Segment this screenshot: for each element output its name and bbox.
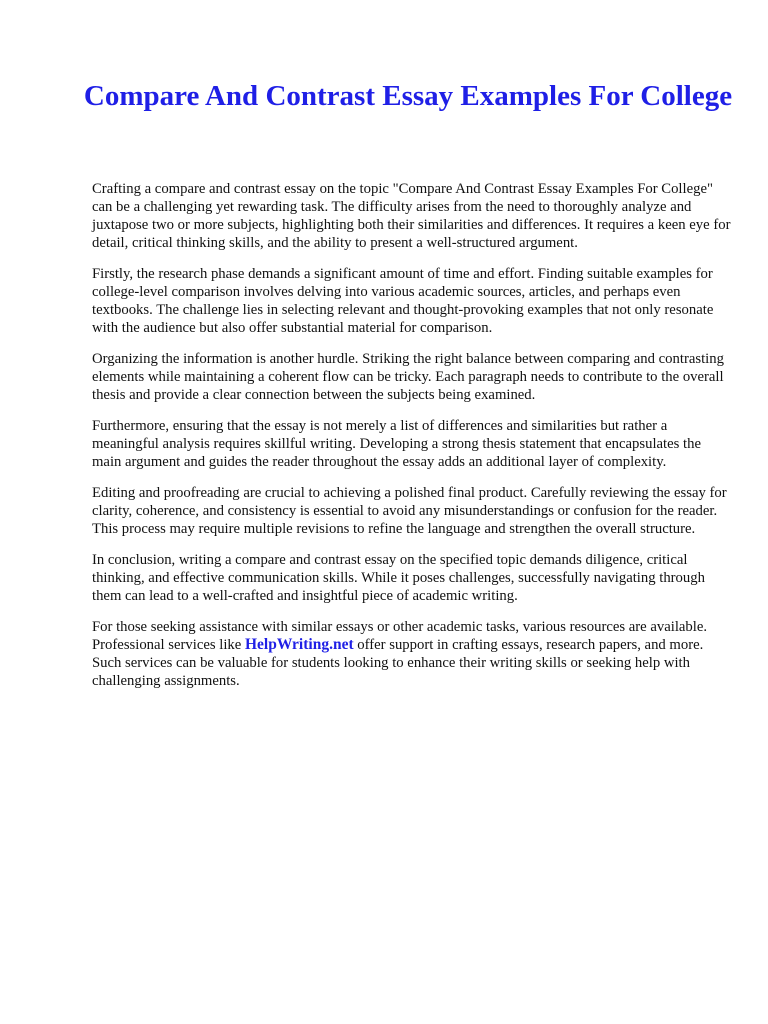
- assistance-text-after: offer support in crafting essays, research papers, and more. Such services can be valuable for students looking to enhance their writing skills or seeking help with challenging assignments.: [92, 637, 704, 689]
- document-title: Compare And Contrast Essay Examples For College: [83, 80, 733, 112]
- paragraph-thesis: Furthermore, ensuring that the essay is not merely a list of differences and similarities but rather a meaningful analysis requires skillful writing. Developing a strong thesis statement that encapsulates the main argument and guides the reader throughout the essay adds an additional layer of complexity.: [92, 418, 701, 470]
- paragraph-research: Firstly, the research phase demands a significant amount of time and effort. Finding suitable examples for college-level comparison involves delving into various academic sources, articles, and perhaps even textbooks. The challenge lies in selecting relevant and thought-provoking examples that not only resonate with the audience but also offer substantial material for comparison.: [92, 266, 714, 336]
- helpwriting-link[interactable]: HelpWriting.net: [244, 636, 354, 653]
- assistance-text-before: For those seeking assistance with similar essays or other academic tasks, various resources are available. Professional services like: [92, 619, 708, 653]
- document-body: [92, 180, 732, 703]
- paragraph-intro: Crafting a compare and contrast essay on the topic "Compare And Contrast Essay Examples For College" can be a challenging yet rewarding task. The difficulty arises from the need to thoroughly analyze and juxtapose two or more subjects, highlighting both their similarities and differences. It requires a keen eye for detail, critical thinking skills, and the ability to present a well-structured argument.: [92, 181, 731, 251]
- paragraph-editing: Editing and proofreading are crucial to achieving a polished final product. Carefully reviewing the essay for clarity, coherence, and consistency is essential to avoid any misunderstandings or confusion for the reader. This process may require multiple revisions to refine the language and strengthen the overall structure.: [92, 485, 727, 537]
- paragraph-assistance: [92, 618, 732, 690]
- paragraph-organizing: Organizing the information is another hurdle. Striking the right balance between comparing and contrasting elements while maintaining a coherent flow can be tricky. Each paragraph needs to contribute to the overall thesis and provide a clear connection between the subjects being examined.: [92, 351, 724, 403]
- paragraph-conclusion: In conclusion, writing a compare and contrast essay on the specified topic demands diligence, critical thinking, and effective communication skills. While it poses challenges, successfully navigating through them can lead to a well-crafted and insightful piece of academic writing.: [92, 552, 705, 604]
